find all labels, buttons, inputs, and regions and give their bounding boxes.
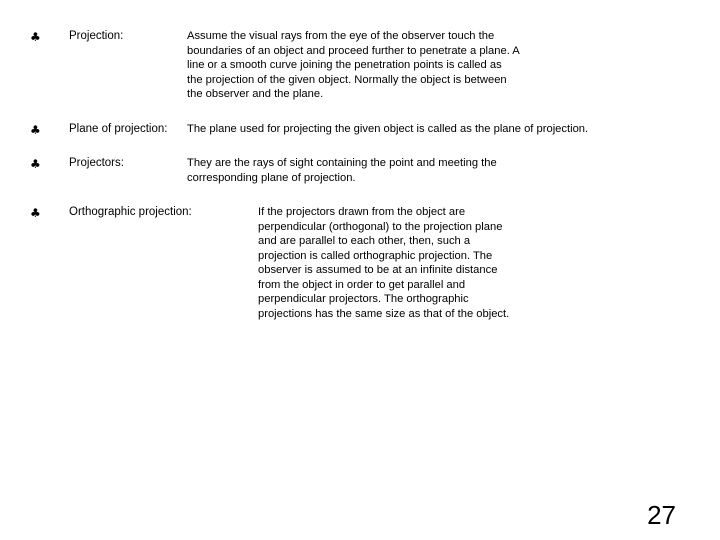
definition-orthographic-projection: If the projectors drawn from the object are perpendicular (orthogonal) to the projection plane and are parallel to each other, then, such a projection is called orthographic projection. The observer is assumed to be at an infinite distance from the object in order to get parallel and perpendicular projectors. The orthographic projections has the same size as that of the object. bbox=[258, 206, 510, 320]
bullet-icon: ♣ bbox=[30, 206, 41, 220]
bullet-icon: ♣ bbox=[30, 30, 41, 44]
definition-projection: Assume the visual rays from the eye of the observer touch the boundaries of an object and proceed further to penetrate a plane. A line or a smooth curve joining the penetration points is called as the projection of the given object. Normally the object is between the observer and the plane. bbox=[187, 30, 520, 100]
definition-projectors: They are the rays of sight containing the point and meeting the corresponding plane of projection. bbox=[187, 157, 497, 184]
term-plane-of-projection: Plane of projection: bbox=[69, 123, 168, 135]
definition-plane-of-projection: The plane used for projecting the given object is called as the plane of projection. bbox=[187, 123, 589, 135]
term-orthographic-projection: Orthographic projection: bbox=[69, 206, 192, 218]
bullet-icon: ♣ bbox=[30, 123, 41, 137]
term-projection: Projection: bbox=[69, 30, 124, 42]
bullet-icon: ♣ bbox=[30, 157, 41, 171]
page-number: 27 bbox=[647, 500, 676, 530]
term-projectors: Projectors: bbox=[69, 157, 124, 169]
